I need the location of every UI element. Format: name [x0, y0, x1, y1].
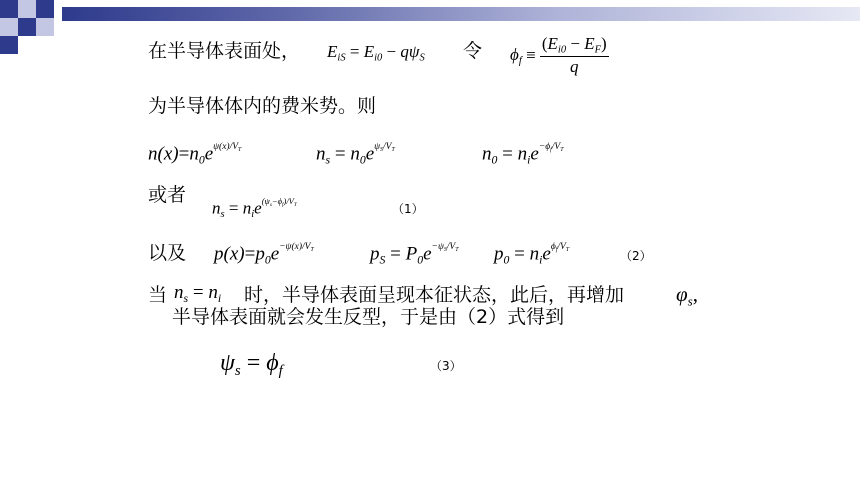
- line6-pre: 当: [148, 284, 168, 306]
- line5-text: 以及: [148, 242, 187, 264]
- eq-eis: $E_{iS} = E_{i0} - q\psi_S$: [327, 42, 425, 64]
- header-square-dark-4: [0, 36, 18, 54]
- header-square-dark-1: [0, 0, 18, 18]
- equation-label-2: （2）: [620, 249, 652, 263]
- header-square-dark-2: [36, 0, 54, 18]
- line2-text: 为半导体体内的费米势。则: [148, 95, 377, 117]
- eq-n0: $n_0 = n_ie^{-\phi_f/V_T}$: [482, 142, 564, 167]
- line4-text: 或者: [148, 184, 187, 206]
- eq-ns-eq-ni: $n_s = n_i$: [174, 282, 222, 306]
- equation-label-3: （3）: [430, 359, 462, 373]
- phi-s: $\varphi_s$,: [676, 282, 698, 309]
- eq-ns-ni: $n_s = n_ie^{(\psi_s-\phi_f)/V_T}$: [212, 196, 297, 221]
- header-square-dark-3: [18, 18, 36, 36]
- header-gradient-bar: [62, 7, 860, 21]
- eq-psi-phi: $\psi_s = \phi_f$: [220, 350, 283, 380]
- header-square-light-3: [36, 18, 54, 36]
- line6-post: 时，半导体表面呈现本征状态，此后，再增加: [244, 284, 625, 306]
- header-square-light-2: [0, 18, 18, 36]
- eq-ns: $n_s = n_0e^{\psi_S/V_T}$: [316, 142, 395, 167]
- line7-text: 半导体表面就会发生反型，于是由（2）式得到: [172, 306, 565, 328]
- eq-phi-def: $\phi_f$ ≡ $\frac{(E_{i0} - E_F)}{q}$: [510, 34, 607, 76]
- eq-p0: $p_0 = n_ie^{\phi_f/V_T}$: [494, 242, 570, 267]
- header-square-light-1: [18, 0, 36, 18]
- eq-p-x: $p(x)=p_0e^{-\psi(x)/V_T}$: [214, 242, 314, 267]
- eq-ps: $p_S = P_0e^{-\psi_S/V_T}$: [370, 242, 459, 267]
- ling-text: 令: [463, 40, 483, 62]
- line1-text: 在半导体表面处，: [148, 40, 301, 62]
- equation-label-1: （1）: [392, 202, 424, 216]
- eq-n-x: $n(x)=n_0e^{\psi(x)/V_T}$: [148, 142, 242, 167]
